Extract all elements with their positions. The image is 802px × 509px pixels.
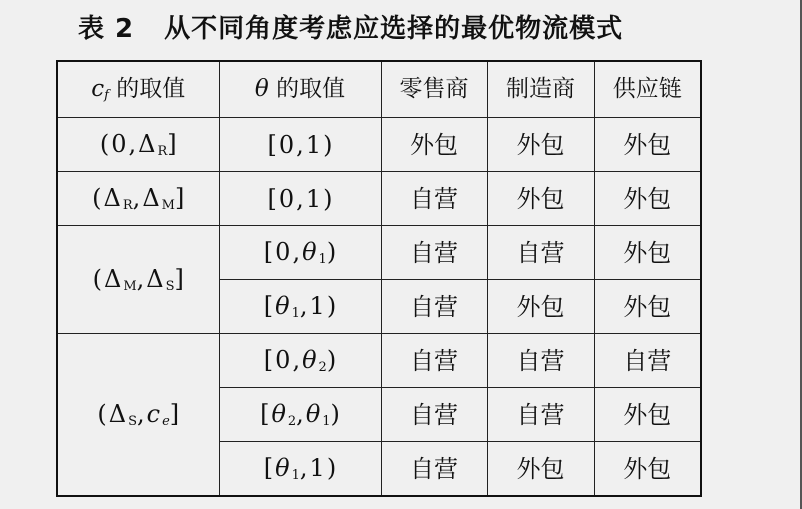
cf-range-cell: (Δ $_M$,Δ $_S$]: [57, 226, 219, 334]
header-row: [57, 61, 701, 118]
supply-chain-cell: 外包: [594, 280, 701, 334]
retailer-cell: 外包: [381, 118, 487, 172]
cf-range-cell: (0,Δ $_R$]: [57, 118, 219, 172]
table-row: [57, 172, 701, 226]
supply-chain-cell: 自营: [594, 334, 701, 388]
table-title: 从不同角度考虑应选择的最优物流模式: [164, 14, 624, 44]
cf-range-cell: (Δ $_R$,Δ $_M$]: [57, 172, 219, 226]
supply-chain-cell: 外包: [594, 226, 701, 280]
manufacturer-cell: 外包: [487, 118, 594, 172]
theta-range-cell: [θ $_2$,θ $_1$): [219, 388, 381, 442]
retailer-cell: 自营: [381, 334, 487, 388]
header-theta: θ 的取值: [219, 61, 381, 118]
supply-chain-cell: 外包: [594, 442, 701, 497]
theta-range-cell: [θ $_1$,1): [219, 280, 381, 334]
supply-chain-cell: 外包: [594, 388, 701, 442]
header-retailer: 零售商: [381, 61, 487, 118]
theta-range-cell: [θ $_1$,1): [219, 442, 381, 497]
table-caption: [78, 8, 623, 45]
table-row: [57, 226, 701, 280]
supply-chain-cell: 外包: [594, 172, 701, 226]
manufacturer-cell: 自营: [487, 388, 594, 442]
header-manufacturer: 制造商: [487, 61, 594, 118]
theta-range-cell: [0,1): [219, 172, 381, 226]
manufacturer-cell: 自营: [487, 226, 594, 280]
retailer-cell: 自营: [381, 172, 487, 226]
retailer-cell: 自营: [381, 280, 487, 334]
cf-range-cell: (Δ $_S$,c $_e$]: [57, 334, 219, 497]
theta-range-cell: [0,1): [219, 118, 381, 172]
retailer-cell: 自营: [381, 442, 487, 497]
logistics-mode-table: [56, 60, 702, 497]
manufacturer-cell: 外包: [487, 172, 594, 226]
theta-range-cell: [0,θ $_2$): [219, 334, 381, 388]
table-row: [57, 118, 701, 172]
theta-range-cell: [0,θ $_1$): [219, 226, 381, 280]
retailer-cell: 自营: [381, 226, 487, 280]
manufacturer-cell: 自营: [487, 334, 594, 388]
retailer-cell: 自营: [381, 388, 487, 442]
supply-chain-cell: 外包: [594, 118, 701, 172]
table-number: 表 2: [78, 14, 135, 44]
table-row: [57, 334, 701, 388]
manufacturer-cell: 外包: [487, 442, 594, 497]
header-supply-chain: 供应链: [594, 61, 701, 118]
manufacturer-cell: 外包: [487, 280, 594, 334]
header-cf: $c_f$ 的取值: [57, 61, 219, 118]
